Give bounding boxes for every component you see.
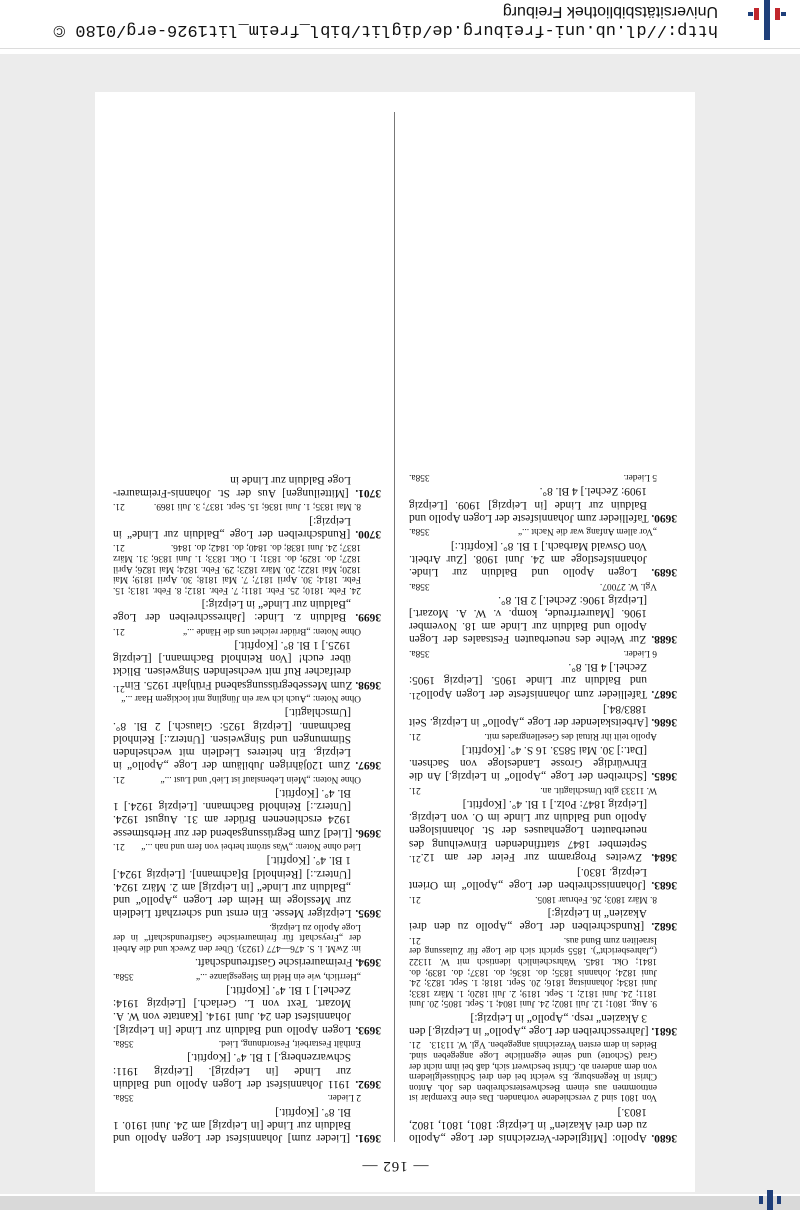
entry-note bbox=[113, 1092, 361, 1103]
catalog-entry bbox=[113, 786, 381, 839]
entry-note-text: 5 Lieder. bbox=[623, 472, 657, 483]
entry-note bbox=[409, 784, 657, 795]
entry-title: Tafellieder zum Johannisfeste der Logen Apollo und Balduin zur Linde [in Leipzig] 1909. [Leipzig 1909: Zechel.] 4 Bl. 8°. bbox=[409, 485, 649, 524]
catalog-entry bbox=[409, 743, 677, 783]
catalog-entry bbox=[409, 1104, 677, 1144]
entry-number: 3681. bbox=[651, 1024, 677, 1037]
right-column bbox=[113, 470, 381, 1144]
entry-title: Zum 120jährigen Jubiläum der Loge „Apollo“ in Leipzig. Ein heiteres Liedlein mit wechselnden Stimmungen und Singweisen. [Unterz.:] Reinhold Bachmann. [Leipzig 1925: Glausch.] 2 Bl. 8°. [Umschlagtit.] bbox=[113, 706, 351, 772]
entry-number: 3680. bbox=[651, 1132, 677, 1144]
entry-note bbox=[113, 773, 361, 784]
entry-number: 3701. bbox=[355, 486, 381, 499]
entry-title: Logen Apollo und Balduin zur Linde. Johannisfestloge am 24. Juni 1908. [Zur Arbeit. Von Oswald Marbach.] 1 Bl. 8°. [Kopftit.:] bbox=[409, 539, 647, 579]
catalog-entry bbox=[113, 472, 381, 498]
entry-number: 3689. bbox=[651, 566, 677, 579]
entry-note bbox=[113, 682, 361, 704]
entry-number: 3692. bbox=[355, 1077, 381, 1090]
entry-note bbox=[113, 501, 361, 512]
entry-title: Zur Weihe des neuerbauten Festsaales der Logen Apollo und Balduin zur Linde am 18. November 1906. [Maurerfreude, komp. v. W. A. Mozart.] [Leipzig 1906: Zechel.] 2 Bl. 8°. bbox=[409, 593, 647, 646]
entry-title: [Rundschreiben der Loge „Balduin zur Linde“ in Leipzig:] bbox=[113, 514, 351, 540]
entry-note-text: 9. Aug. 1801; 12. Juli 1802; 24. Juni 1804; 1. Sept. 1805; 20. Juni 1811; 24. Juni 1812; 1. Sept. 1819; 2. Juli 1820; 1. März 1833; Juni 1834; Johannistag 1816; 20. Sept. 1818; 1. Sept. 1823; 24. Juni 1824; Johannis 1835; do. 1836; do. 1837; do. 1839; do. 1841; Okt. 1845. Wahrscheinlich identisch mit W. 11322 („Jahresbericht“). 1855 spricht sich die Loge für Zulassung der Israeliten zum Bund aus. bbox=[409, 934, 657, 1009]
entry-title: [Johannisschreiben der Loge „Apollo“ im Orient Leipzig. 1830.] bbox=[409, 866, 647, 892]
entry-note-text: Von 1801 sind 2 verschiedene vorhanden. Das eine Exemplar ist entnommen aus einem Beschwesterschreiben des Joh. Anton Christ in Regensburg. Es weicht bei den drei Schlüsselgliedern von dem anderen ab. Christ beschwert sich, daß bei ihm nicht der Grad (Schotte) und seine eigentliche Loge angegeben sind. Beides in dem ersten Verzeichnis angegeben. Vgl. W. 11313. bbox=[409, 1039, 657, 1103]
entry-signature: 358a. bbox=[409, 580, 430, 591]
entry-title: [Lieder zum] Johannisfest der Logen Apollo und Balduin zur Linde [in Leipzig] am 24. Juni 1910. 1 Bl. 8°. [Kopftit.] bbox=[113, 1105, 351, 1144]
entry-signature: 21. bbox=[409, 1039, 421, 1050]
entry-note bbox=[409, 1039, 657, 1103]
entry-note-text: 24. Febr. 1810; 25. Febr. 1811; 7. Febr. 1812; 8. Febr. 1813; 15. Febr. 1814; 30. April 1817; 7. Mai 1818; 30. April 1819; Mai 1820; Mai 1822; 20. März 1823; 29. Febr. 1824; Mai 1826; April 1827; do. 1829; do. 1831; 1. Okt. 1833; 1. Juni 1836; 31. März 1837; 24. Juni 1838; do. 1840; do. 1842; do. 1846. bbox=[113, 542, 361, 595]
catalog-entry bbox=[113, 597, 381, 623]
entry-number: 3694. bbox=[355, 956, 381, 969]
entry-signature: 21. bbox=[409, 689, 421, 700]
catalog-entry bbox=[113, 705, 381, 771]
source-url[interactable]: http://dl.ub.uni-freiburg.de/diglit/bibl_freim_lit1926-erg/0180 bbox=[75, 20, 718, 39]
entry-signature: 21. bbox=[113, 625, 125, 636]
entry-signature: 21. bbox=[409, 893, 421, 904]
catalog-entry bbox=[409, 484, 677, 524]
catalog-entry bbox=[409, 660, 677, 700]
catalog-entry bbox=[113, 638, 381, 691]
entry-note-text: 8. Mai 1835; 1. Juni 1836; 15. Sept. 1837; 3. Juli 1869. bbox=[153, 501, 361, 512]
entry-note-text: in: ZwM. i. S. 476—477 (1923). Über den Zweck und die Arbeit der „Freyschaft für freimaurerische Gastfreundschaft“ in der Loge Apollo zu Leipzig. bbox=[113, 921, 361, 953]
copyright-label: © Universitätsbibliothek Freiburg bbox=[53, 3, 718, 39]
entry-title: 1911 Johannisfest der Logen Apollo und Balduin zur Linde [in Leipzig]. [Leipzig 1911: Schwarzenberg.] 1 Bl. 4°. [Kopftit.] bbox=[113, 1051, 351, 1090]
column-divider bbox=[394, 112, 395, 1142]
entry-note-text: Enthält Festarbeit, Festordnung, Lied. bbox=[218, 1038, 361, 1049]
catalog-entry bbox=[409, 906, 677, 932]
catalog-entry bbox=[113, 1104, 381, 1144]
catalog-entry bbox=[113, 1050, 381, 1090]
entry-title: Balduin z. Linde: [Jahresschreiben der Loge „Balduin zur Linde“ in Leipzig:] bbox=[113, 597, 351, 624]
university-logo-icon-footer bbox=[756, 1190, 784, 1210]
catalog-entry bbox=[409, 797, 677, 863]
footer-bar bbox=[0, 1196, 800, 1210]
entry-number: 3683. bbox=[651, 879, 677, 892]
scan-area bbox=[0, 54, 800, 1194]
catalog-entry bbox=[113, 983, 381, 1036]
entry-title: [Jahresschreiben der Loge „Apollo“ in Leipzig.] den 3 Akazien“ resp. „Apollo“ in Leipzig:] bbox=[409, 1011, 649, 1037]
entry-signature: 21. bbox=[113, 542, 125, 553]
entry-title: Tafellieder zum Johannisfeste der Logen Apollo und Balduin zur Linde 1905. [Leipzig 1905: Zechel.] 4 Bl. 8°. bbox=[409, 661, 648, 700]
catalog-entry bbox=[409, 865, 677, 891]
entry-note bbox=[113, 1038, 361, 1049]
entry-note bbox=[409, 934, 657, 1008]
entry-title: [Schreiben der Loge „Apollo“ in Leipzig.] An die Ehrwürdige Grosse Landesloge von Sachsen. [Dat.:] 30. Mai 5853. 16 S. 4°. [Kopftit.] bbox=[409, 743, 647, 783]
entry-signature: 21. bbox=[113, 773, 125, 784]
entry-note bbox=[113, 921, 361, 953]
entry-signature: 21. bbox=[409, 730, 421, 741]
entry-note bbox=[113, 970, 361, 981]
header-text bbox=[18, 2, 718, 39]
catalog-entry bbox=[409, 593, 677, 646]
entry-number: 3684. bbox=[651, 850, 677, 863]
entry-note-text: Ohne Noten: „Brüder reichet uns die Hände ...“ bbox=[182, 625, 361, 636]
entry-signature: 358a. bbox=[113, 970, 134, 981]
entry-signature: 358a. bbox=[409, 648, 430, 659]
entry-note-text: „Vor allem Anfang war die Nacht ...“ bbox=[517, 526, 657, 537]
entry-note bbox=[409, 526, 657, 537]
entry-note-text: 2 Lieder. bbox=[327, 1092, 361, 1103]
entry-title: Zweites Programm zur Feier der am 12. September 1847 stattfindenden Einweihung des neuerbauten Logenhauses der St. Johannislogen Apollo und Balduin zur Linde im O. von Leipzig. [Leipzig 1847: Polz.] 1 Bl. 4°. [Kopftit.] bbox=[409, 798, 647, 863]
entry-number: 3682. bbox=[651, 920, 677, 933]
entry-signature: 21. bbox=[113, 841, 125, 852]
entry-note bbox=[409, 580, 657, 591]
header-bar bbox=[0, 0, 800, 49]
entry-signature: 21. bbox=[113, 682, 125, 693]
left-column bbox=[409, 470, 677, 1144]
entry-note-text: „Herrlich, wie ein Held im Siegesglanze ...“ bbox=[195, 970, 361, 981]
entry-signature: 358a. bbox=[113, 1092, 134, 1103]
entry-number: 3697. bbox=[355, 759, 381, 772]
entry-title: Logen Apollo und Balduin zur Linde [in Leipzig]. Johannisfest den 24. Juni 1914. [Kantate von W. A. Mozart. Text von L. Gerlach.] [Leipzig 1914: Zechel.] 1 Bl. 4°. [Kopftit.] bbox=[113, 983, 352, 1036]
entry-title: Zum Messebegrüssungsabend Frühjahr 1925. Ein dreifacher Ruf mit wechselnden Singweisen. Blickt über euch! [Von Reinhold Bachmann.] [Leipzig 1925.] 1 Bl. 8°. [Kopftit.] bbox=[113, 638, 353, 691]
page-number: — 162 — bbox=[361, 1158, 429, 1174]
entry-note bbox=[409, 893, 657, 904]
entry-note bbox=[113, 625, 361, 636]
entry-signature: 358a. bbox=[113, 1038, 134, 1049]
entry-number: 3687. bbox=[651, 687, 677, 700]
entry-signature: 21. bbox=[409, 784, 421, 795]
entry-number: 3685. bbox=[651, 770, 677, 783]
entry-signature: 21. bbox=[409, 934, 421, 945]
entry-note-text: 8. März 1803; 26. Februar 1805. bbox=[535, 893, 657, 904]
entry-signature: 21. bbox=[113, 501, 125, 512]
entry-number: 3695. bbox=[355, 907, 381, 920]
entry-note bbox=[113, 542, 361, 595]
scanned-page bbox=[95, 92, 695, 1192]
entry-note-text: Apollo teilt ihr Ritual des Gesellengrades mit. bbox=[484, 730, 657, 741]
university-logo-icon bbox=[748, 0, 786, 40]
entry-note-text: Lied ohne Noten: „Was strömt herbei von fern und nah ...“ bbox=[141, 841, 361, 852]
entry-title: Apollo: [Mitglieder-Verzeichnis der Loge „Apollo zu den drei Akazien“ in Leipzig: 1801, 1801, 1802, 1803.] bbox=[408, 1105, 647, 1144]
entry-title: Leipziger Messe. Ein ernst und scherzhaft Liedlein zur Messloge im Heim der Logen „Apollo“ und „Balduin zur Linde“ [in Leipzig] am 2. März 1924. [Unterz.:] [Reinhold] B[achmann]. [Leipzig 1924.] 1 Bl. 4°. [Kopftit.] bbox=[113, 854, 352, 920]
entry-note bbox=[409, 730, 657, 741]
entry-number: 3698. bbox=[355, 678, 381, 691]
entry-number: 3696. bbox=[355, 826, 381, 839]
entry-note bbox=[409, 647, 657, 658]
entry-number: 3690. bbox=[651, 511, 677, 524]
entry-note-text: Ohne Noten: „Auch ich war ein Jüngling mit lockigem Haar ...“ bbox=[121, 693, 361, 704]
entry-signature: 358a. bbox=[409, 472, 430, 483]
entry-number: 3688. bbox=[651, 633, 677, 646]
entry-number: 3686. bbox=[651, 716, 677, 729]
entry-title: [Mitteilungen] Aus der St. Johannis-Freimaurer-Loge Balduin zur Linde in bbox=[113, 473, 351, 499]
catalog-entry bbox=[409, 702, 677, 728]
entry-title: [Rundschreiben der Loge „Apollo zu den drei Akazien“ in Leipzig:] bbox=[409, 907, 647, 933]
entry-title: [Lied] Zum Begrüssungsabend der zur Herbstmesse 1924 erschienenen Brüder am 31. August 1924. [Unterz.:] Reinhold Bachmann. [Leipzig 1924.] 1 Bl. 4°. [Kopftit.] bbox=[113, 786, 353, 839]
entry-number: 3693. bbox=[355, 1023, 381, 1036]
entry-title: [Arbeitskalender der Loge „Apollo“ in Leipzig. Seit 1883/84.] bbox=[409, 702, 649, 729]
entry-number: 3699. bbox=[355, 611, 381, 624]
entry-signature: 358a. bbox=[409, 526, 430, 537]
entry-signature: 21. bbox=[409, 852, 421, 863]
entry-note bbox=[113, 841, 361, 852]
entry-title: Freimaurerische Gastfreundschaft. bbox=[194, 956, 353, 969]
entry-note-text: W. 11333 gibt Umschlagtit. an. bbox=[540, 784, 657, 795]
catalog-entry bbox=[409, 538, 677, 578]
entry-note-text: Ohne Noten: „Mein Lebenslauf ist Lieb’ und Lust ...“ bbox=[160, 773, 361, 784]
entry-number: 3691. bbox=[355, 1132, 381, 1144]
catalog-entry bbox=[113, 513, 381, 539]
catalog-entry bbox=[113, 853, 381, 919]
catalog-entry bbox=[409, 1010, 677, 1036]
entry-note-text: Vgl. W. 27007. bbox=[599, 580, 657, 591]
entry-number: 3700. bbox=[355, 527, 381, 540]
catalog-entry bbox=[113, 955, 381, 968]
entry-note-text: 6 Lieder. bbox=[623, 648, 657, 659]
entry-note bbox=[409, 472, 657, 483]
